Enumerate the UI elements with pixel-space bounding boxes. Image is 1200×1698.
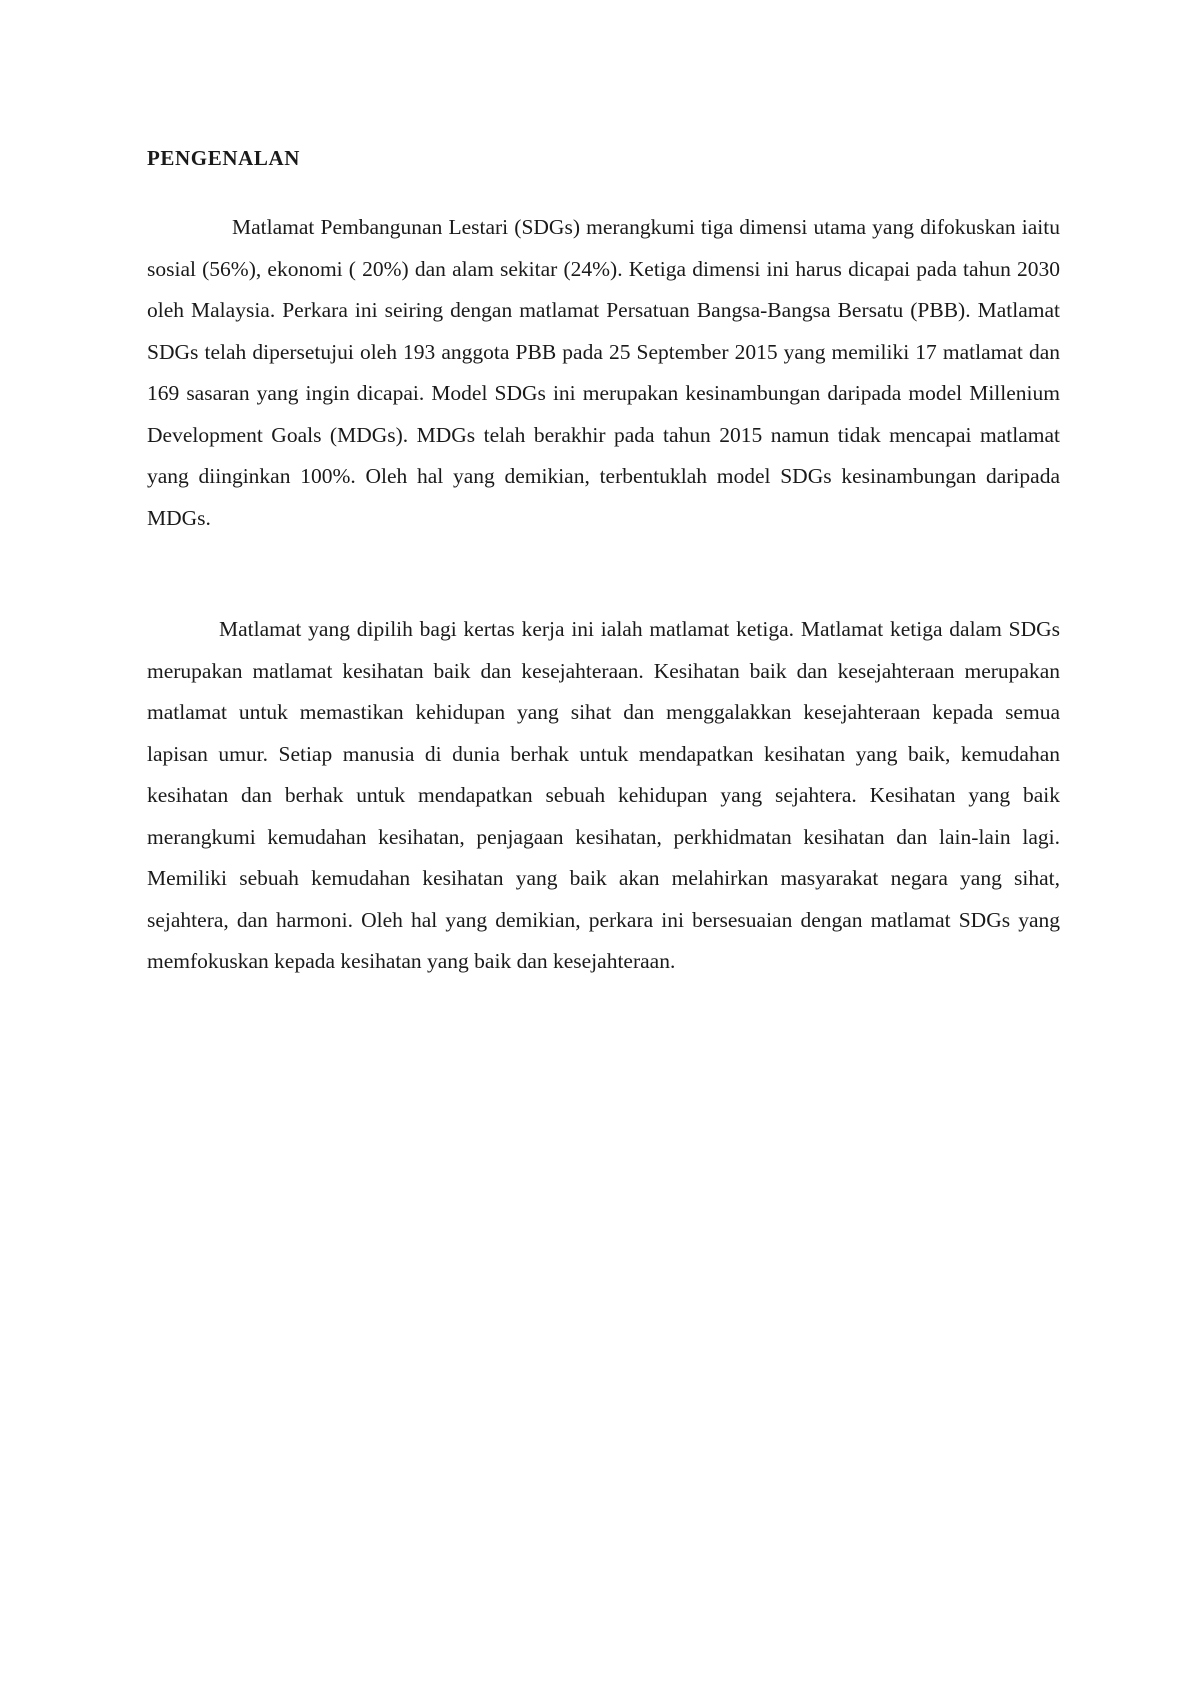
paragraph-2: Matlamat yang dipilih bagi kertas kerja ini ialah matlamat ketiga. Matlamat ketiga dalam SDGs merupakan matlamat kesihatan baik dan kesejahteraan. Kesihatan baik dan kesejahteraan merupakan matlamat untuk memastikan kehidupan yang sihat dan menggalakkan kesejahteraan kepada semua lapisan umur. Setiap manusia di dunia berhak untuk mendapatkan kesihatan yang baik, kemudahan kesihatan dan berhak untuk mendapatkan sebuah kehidupan yang sejahtera. Kesihatan yang baik merangkumi kemudahan kesihatan, penjagaan kesihatan, perkhidmatan kesihatan dan lain-lain lagi. Memiliki sebuah kemudahan kesihatan yang baik akan melahirkan masyarakat negara yang sihat, sejahtera, dan harmoni. Oleh hal yang demikian, perkara ini bersesuaian dengan matlamat SDGs yang memfokuskan kepada kesihatan yang baik dan kesejahteraan.	[147, 617, 1060, 973]
section-heading: PENGENALAN	[147, 146, 301, 170]
paragraph-1: Matlamat Pembangunan Lestari (SDGs) merangkumi tiga dimensi utama yang difokuskan iaitu sosial (56%), ekonomi ( 20%) dan alam sekitar (24%). Ketiga dimensi ini harus dicapai pada tahun 2030 oleh Malaysia. Perkara ini seiring dengan matlamat Persatuan Bangsa-Bangsa Bersatu (PBB). Matlamat SDGs telah dipersetujui oleh 193 anggota PBB pada 25 September 2015 yang memiliki 17 matlamat dan 169 sasaran yang ingin dicapai. Model SDGs ini merupakan kesinambungan daripada model Millenium Development Goals (MDGs). MDGs telah berakhir pada tahun 2015 namun tidak mencapai matlamat yang diinginkan 100%. Oleh hal yang demikian, terbentuklah model SDGs kesinambungan daripada MDGs.	[147, 215, 1060, 530]
